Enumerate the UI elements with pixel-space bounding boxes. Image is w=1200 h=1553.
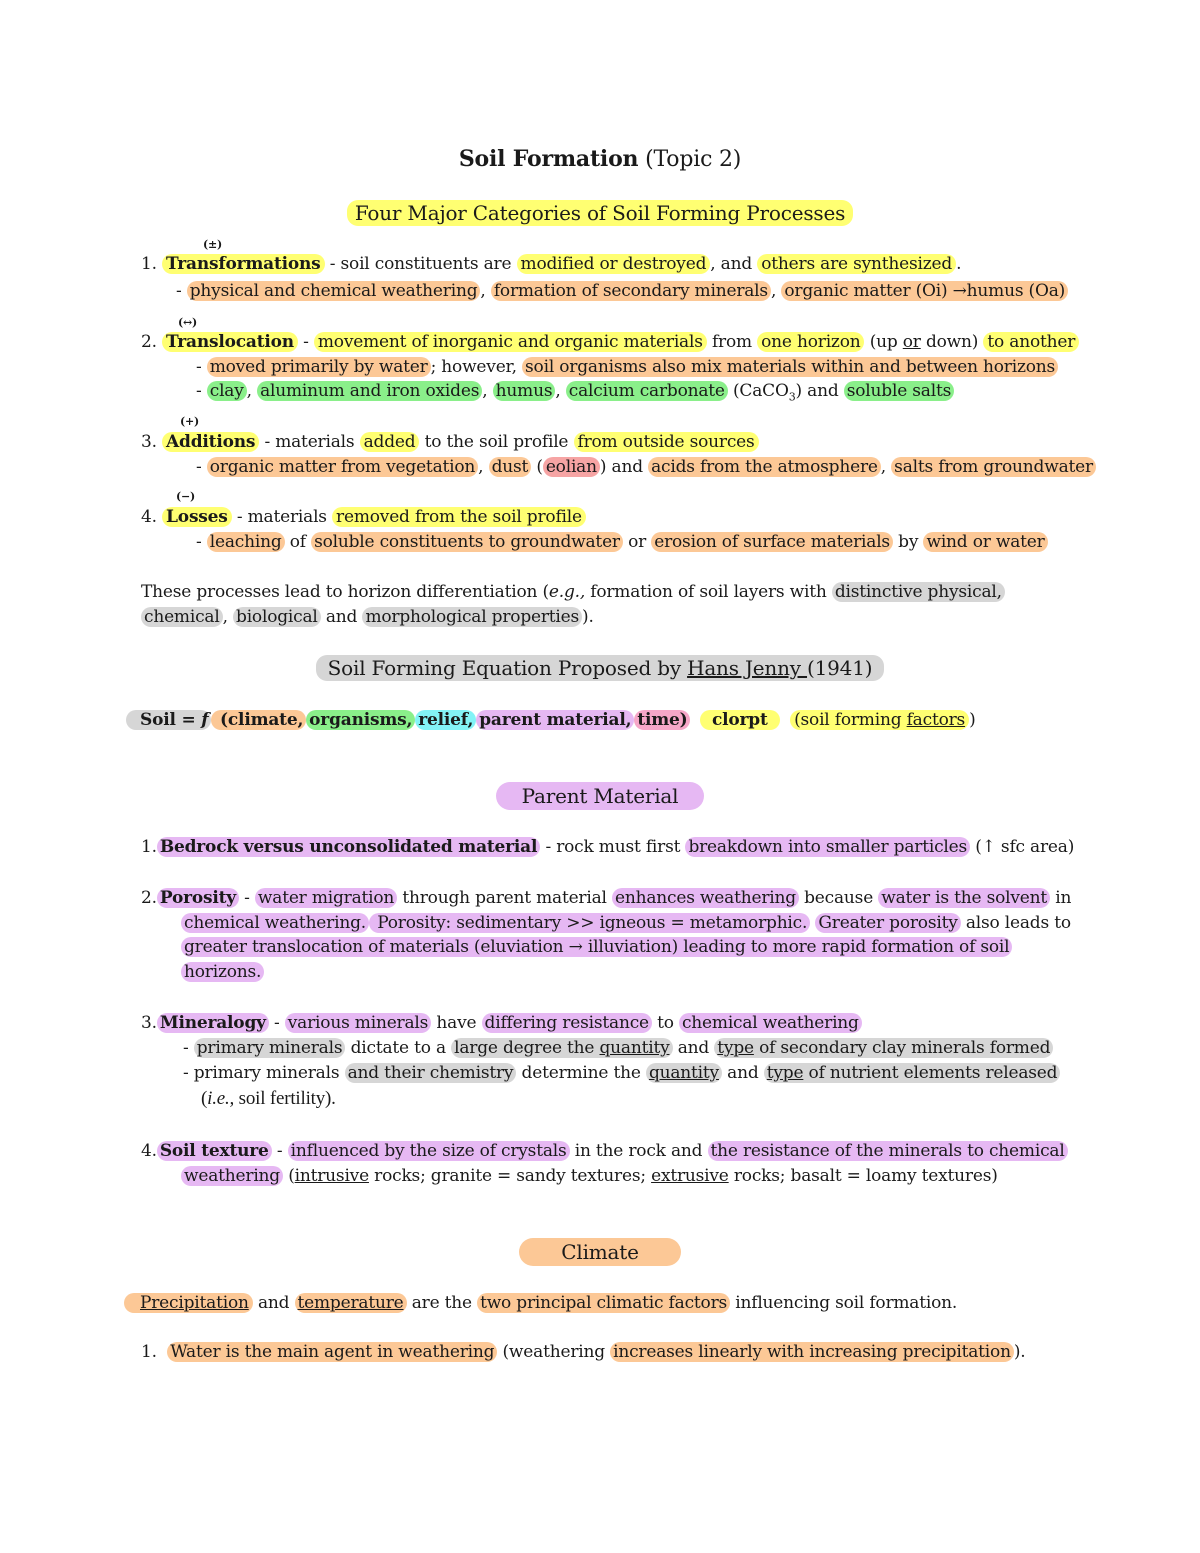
porosity-line4: horizons.: [181, 960, 264, 984]
section-heading-equation: Soil Forming Equation Proposed by Hans Jenny (1941): [0, 656, 1200, 680]
process-item-additions: 3. Additions - materials added to the soil profile from outside sources: [141, 430, 759, 454]
soil-equation: Soil = f (climate, organisms, relief, parent material, time): [126, 708, 690, 732]
process-subline: - leaching of soluble constituents to groundwater or erosion of surface materials by wind or water: [196, 530, 1048, 554]
page-title: Soil Formation (Topic 2): [458, 146, 742, 172]
summary-paragraph-line2: chemical , biological and morphological properties ).: [141, 605, 594, 629]
process-subline: - organic matter from vegetation , dust ( eolian ) and acids from the atmosphere , salts from groundwater: [196, 455, 1096, 479]
mineralogy-note: (i.e., soil fertility).: [201, 1088, 336, 1109]
section-heading-climate: Climate: [0, 1238, 1200, 1266]
process-item-losses: 4. Losses - materials removed from the soil profile: [141, 505, 586, 529]
process-item-transformations: 1. Transformations - soil constituents are modified or destroyed , and others are synthesized .: [141, 254, 962, 274]
mineralogy-subline: - primary minerals dictate to a large degree the quantity and type of secondary clay minerals formed: [183, 1036, 1053, 1060]
parent-material-item-soil-texture: 4. Soil texture - influenced by the size of crystals in the rock and the resistance of the minerals to chemical: [141, 1139, 1068, 1163]
parent-material-item-mineralogy: 3. Mineralogy - various minerals have differing resistance to chemical weathering: [141, 1011, 862, 1035]
mineralogy-subline: - primary minerals and their chemistry determine the quantity and type of nutrient elements released: [183, 1061, 1060, 1085]
section-heading-parent-material: Parent Material: [0, 782, 1200, 810]
summary-paragraph: These processes lead to horizon differentiation (e.g., formation of soil layers with distinctive physical,: [141, 580, 1005, 604]
sign-icon: (↔): [178, 316, 198, 329]
section-heading-processes: Four Major Categories of Soil Forming Processes: [0, 201, 1200, 225]
porosity-line2: chemical weathering. Porosity: sedimentary >> igneous = metamorphic. Greater porosity also leads to: [181, 911, 1071, 935]
porosity-line3: greater translocation of materials (eluviation → illuviation) leading to more rapid formation of soil: [181, 935, 1012, 959]
clorpt-label: clorpt (soil forming factors ): [700, 708, 976, 732]
climate-item-water: 1. Water is the main agent in weathering (weathering increases linearly with increasing precipitation ).: [141, 1342, 1026, 1362]
process-item-translocation: 2. Translocation - movement of inorganic and organic materials from one horizon (up or down) to another: [141, 330, 1079, 354]
climate-intro: Precipitation and temperature are the two principal climatic factors influencing soil formation.: [124, 1291, 957, 1315]
sign-icon: (±): [203, 238, 223, 251]
process-subline: - moved primarily by water ; however, soil organisms also mix materials within and between horizons: [196, 355, 1058, 379]
sign-icon: (−): [176, 490, 196, 503]
process-subline: - clay , aluminum and iron oxides , humus , calcium carbonate (CaCO$_3$) and soluble salts: [196, 379, 954, 409]
parent-material-item-porosity: 2. Porosity - water migration through parent material enhances weathering because water is the solvent in: [141, 888, 1072, 908]
soil-texture-line2: weathering (intrusive rocks; granite = sandy textures; extrusive rocks; basalt = loamy textures): [181, 1164, 998, 1188]
sign-icon: (+): [180, 415, 200, 428]
parent-material-item-bedrock: 1. Bedrock versus unconsolidated material - rock must first breakdown into smaller particles (↑ sfc area): [141, 837, 1075, 857]
process-subline: - physical and chemical weathering , formation of secondary minerals , organic matter (Oi) →humus (Oa): [176, 279, 1068, 303]
